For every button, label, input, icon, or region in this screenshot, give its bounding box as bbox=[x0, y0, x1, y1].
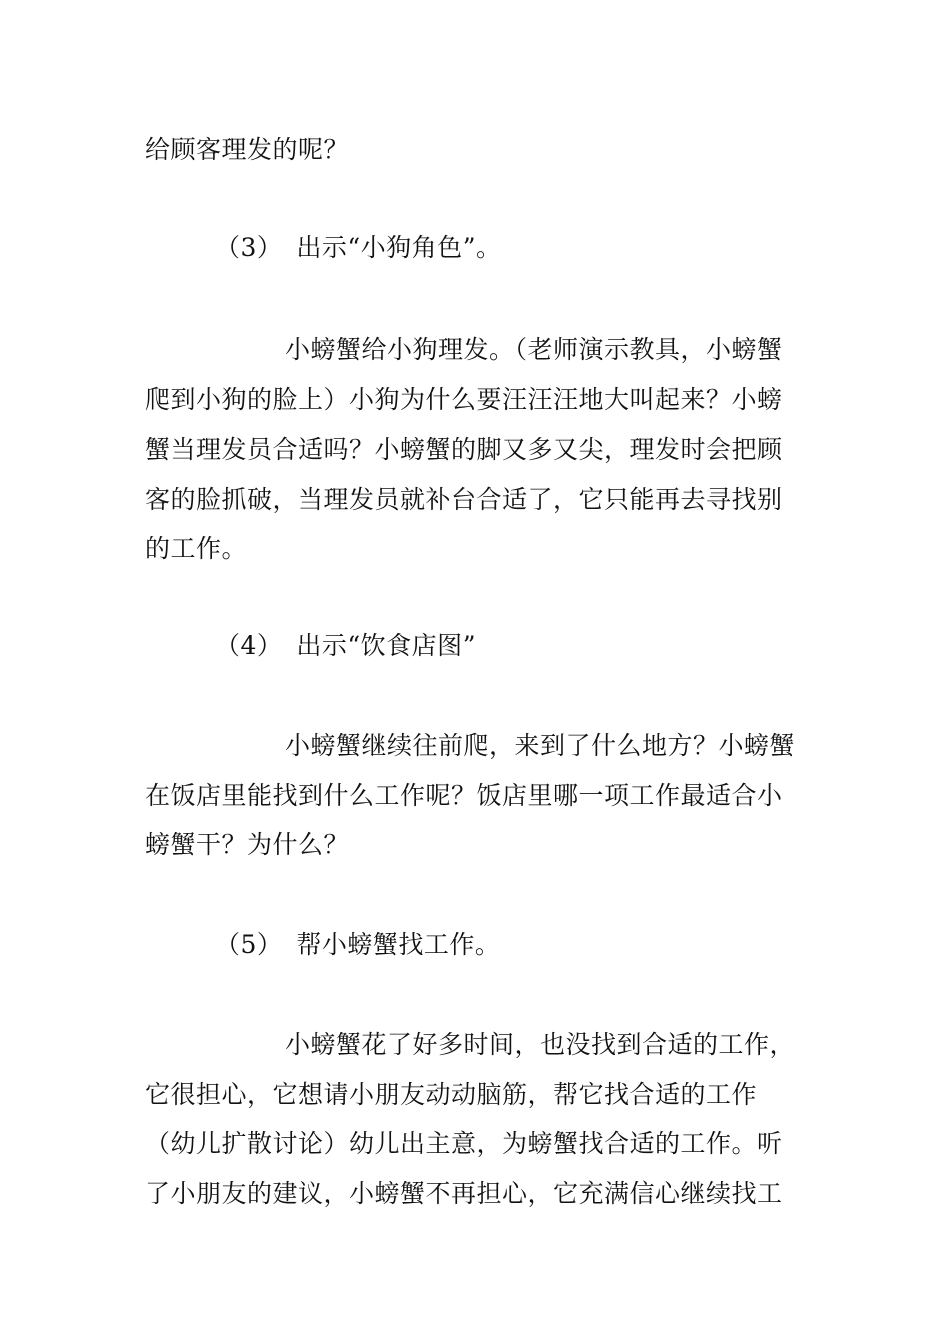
paragraph-first-line: 小螃蟹继续往前爬，来到了什么地方？小螃蟹 bbox=[285, 731, 796, 760]
section-heading-5 bbox=[215, 920, 805, 970]
section-heading-4 bbox=[215, 621, 805, 671]
text-line: 它很担心，它想请小朋友动动脑筋，帮它找合适的工作 bbox=[145, 1080, 758, 1109]
text-line: 爬到小狗的脸上）小狗为什么要汪汪汪地大叫起来？小螃 bbox=[145, 385, 783, 414]
text-line: 螃蟹干？为什么？ bbox=[145, 830, 350, 859]
text-line: 给顾客理发的呢？ bbox=[145, 135, 350, 164]
paragraph-first-line: 小螃蟹给小狗理发。（老师演示教具，小螃蟹 bbox=[285, 335, 783, 364]
text-line: 在饭店里能找到什么工作呢？饭店里哪一项工作最适合小 bbox=[145, 781, 783, 810]
section-number: （3） bbox=[215, 233, 283, 262]
section-heading-3 bbox=[215, 223, 805, 273]
text-line: （幼儿扩散讨论）幼儿出主意，为螃蟹找合适的工作。听 bbox=[145, 1129, 783, 1158]
paragraph-first-line: 小螃蟹花了好多时间，也没找到合适的工作， bbox=[285, 1030, 796, 1059]
section-title: 出示“小狗角色”。 bbox=[296, 233, 502, 262]
section-title: 帮小螃蟹找工作。 bbox=[296, 930, 501, 959]
text-line: 的工作。 bbox=[145, 534, 248, 563]
section-title: 出示“饮食店图” bbox=[296, 631, 476, 660]
text-line: 蟹当理发员合适吗？小螃蟹的脚又多又尖，理发时会把顾 bbox=[145, 435, 783, 464]
section-number: （4） bbox=[215, 631, 283, 660]
section-number: （5） bbox=[215, 930, 283, 959]
text-line: 了小朋友的建议，小螃蟹不再担心，它充满信心继续找工 bbox=[145, 1179, 783, 1208]
text-line: 客的脸抓破，当理发员就补台合适了，它只能再去寻找别 bbox=[145, 485, 783, 514]
